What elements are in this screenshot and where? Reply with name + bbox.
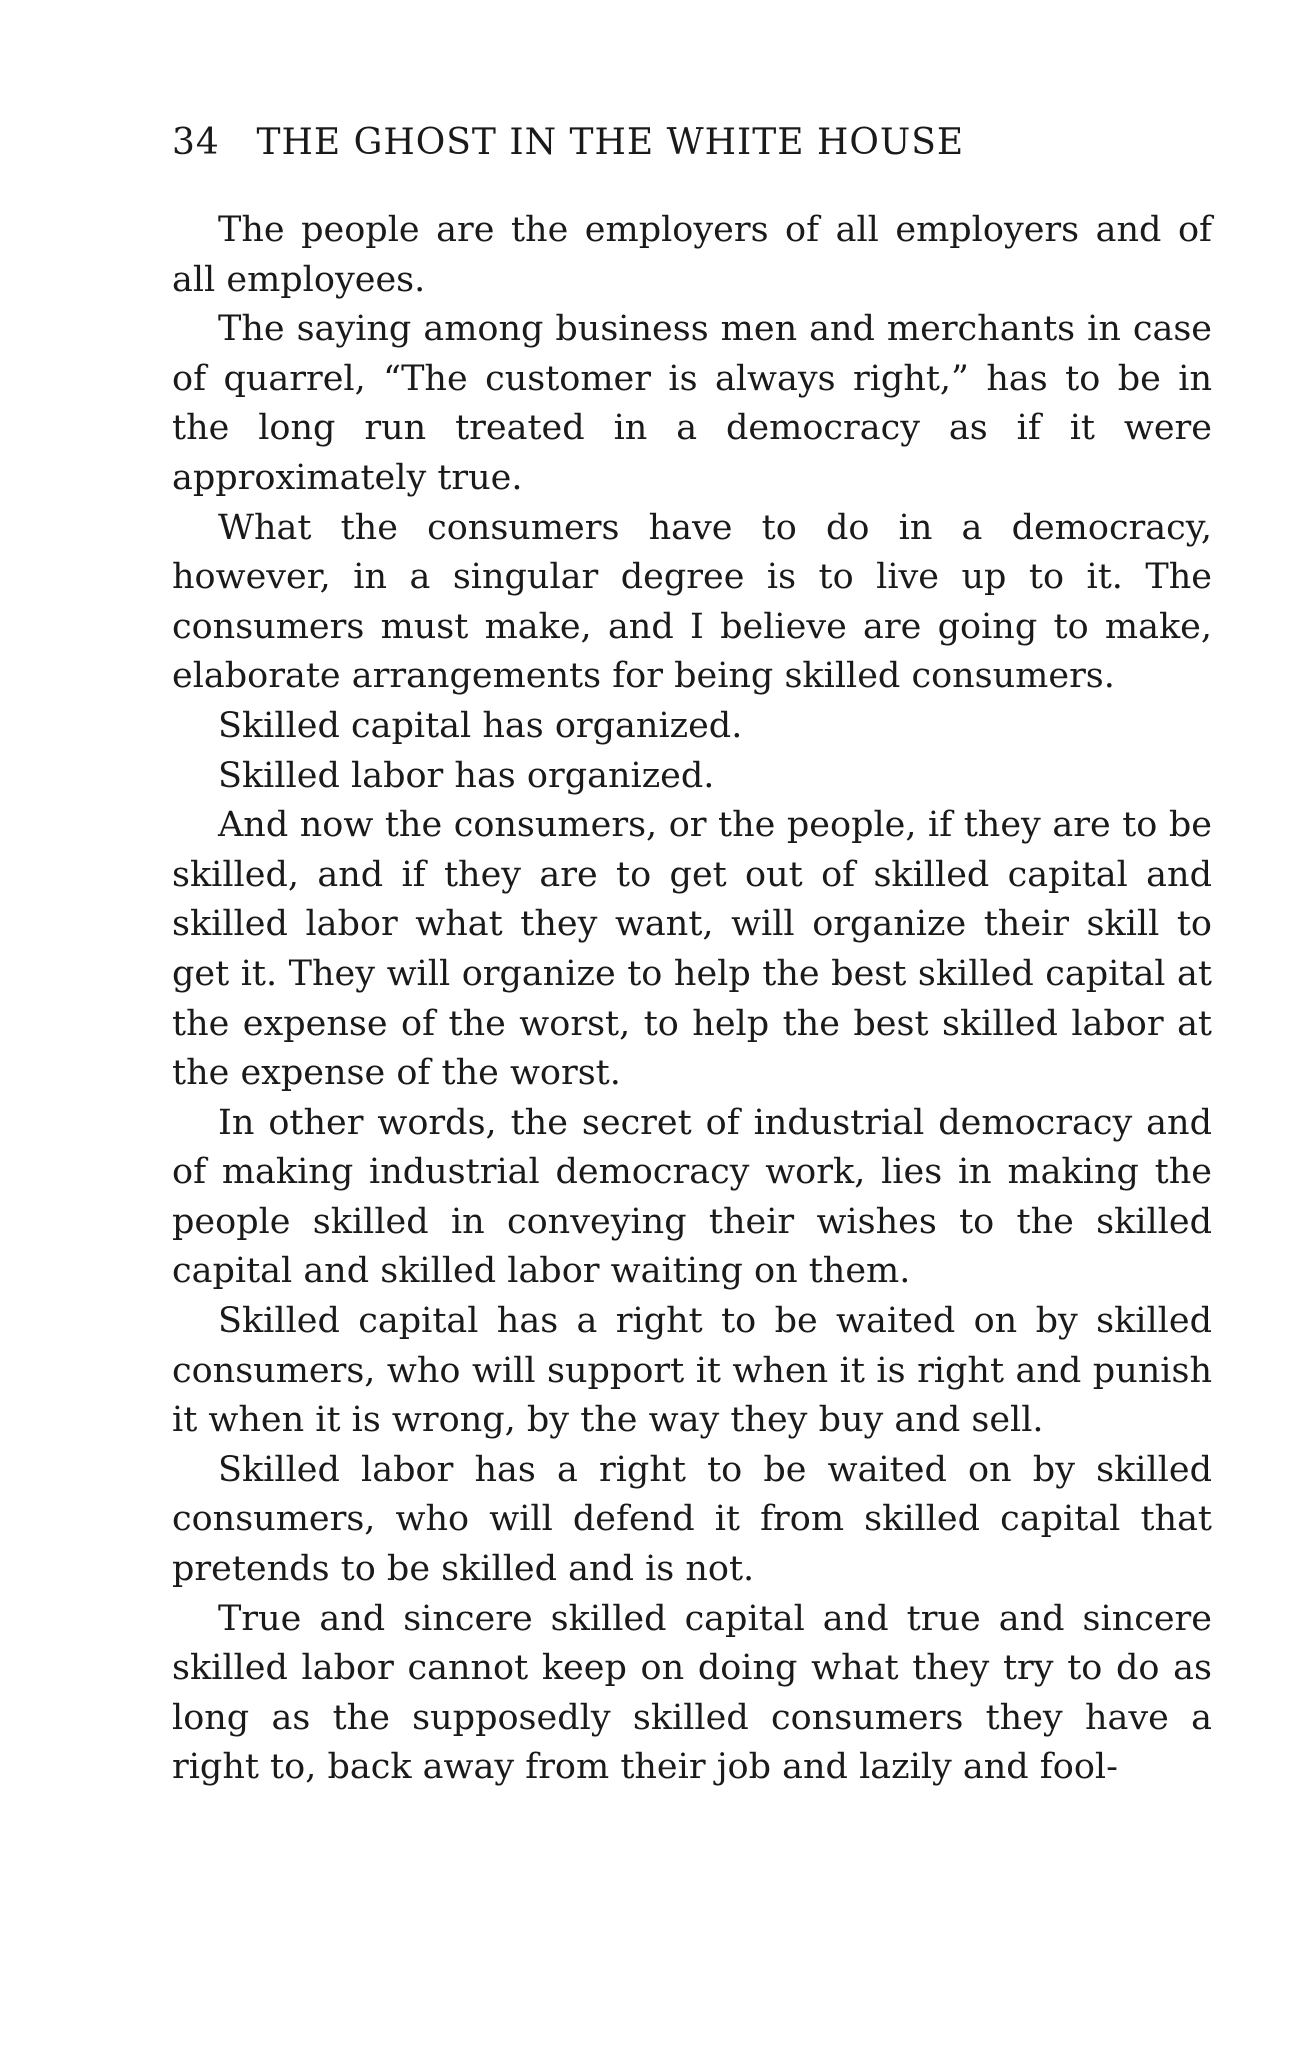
paragraph-2: The saying among business men and merchants in case of quarrel, “The customer is always right,” has to be in the long run treated in a democracy as if it were approximately true. <box>172 309 1212 498</box>
paragraph-7: In other words, the secret of industrial democracy and of making industrial democracy work, lies in making the people skilled in conveying their wishes to the skilled capital and skilled labor waiting on them. <box>172 1102 1212 1292</box>
page-number: 34 <box>172 122 220 163</box>
body-text <box>172 206 1212 1793</box>
paragraph-8: Skilled capital has a right to be waited on by skilled consumers, who will support it when it is right and punish it when it is wrong, by the way they buy and sell. <box>172 1301 1212 1441</box>
paragraph-6: And now the consumers, or the people, if they are to be skilled, and if they are to get out of skilled capital and skilled labor what they want, will organize their skill to get it. They will organize to help the best skilled capital at the expense of the worst, to help the best skilled labor at the expense of the worst. <box>172 805 1212 1094</box>
paragraph-10: True and sincere skilled capital and true and sincere skilled labor cannot keep on doing what they try to do as long as the supposedly skilled consumers they have a right to, back away from their job and lazily and fool- <box>172 1598 1212 1788</box>
paragraph-9: Skilled labor has a right to be waited on by skilled consumers, who will defend it from skilled capital that pretends to be skilled and is not. <box>172 1449 1212 1590</box>
page-header <box>172 118 1102 168</box>
paragraph-1: The people are the employers of all employers and of all employees. <box>172 210 1212 300</box>
paragraph-5: Skilled labor has organized. <box>218 755 715 796</box>
running-title: THE GHOST IN THE WHITE HOUSE <box>256 122 965 163</box>
paragraph-3: What the consumers have to do in a democracy, however, in a singular degree is to live up to it. The consumers must make, and I believe are going to make, elaborate arrangements for being skilled consumers. <box>172 507 1212 697</box>
paragraph-4: Skilled capital has organized. <box>218 705 743 746</box>
